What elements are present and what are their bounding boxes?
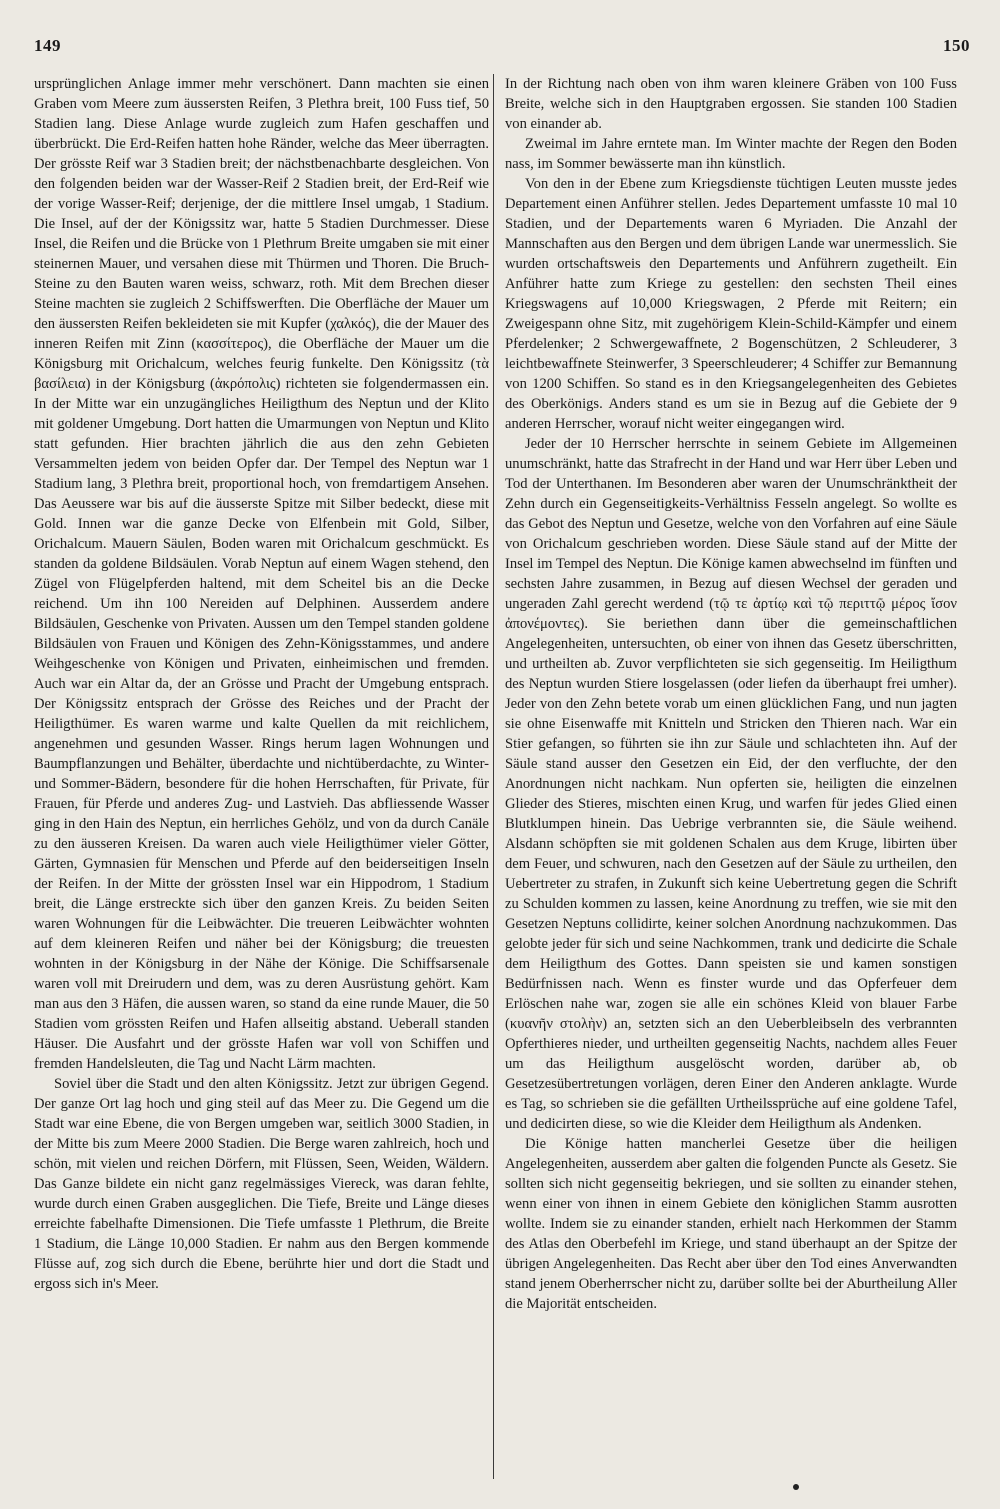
paragraph: Soviel über die Stadt und den alten Königssitz. Jetzt zur übrigen Gegend. Der ganze Ort lag hoch und ging steil auf das Meer zu. Die Gegend um die Stadt war eine Ebene, die von Bergen umgeben war, seitlich 3000 Stadien, in der Mitte bis zum Meere 2000 Stadien. Die Berge waren zahlreich, hoch und schön, mit vielen und reichen Dörfern, mit Flüssen, Seen, Weiden, Wäldern. Das Ganze bildete ein nicht ganz regelmässiges Viereck, was daran fehlte, wurde durch einen Graben ausgeglichen. Die Tiefe, Breite und Länge dieses erreichte fabelhafte Dimensionen. Die Tiefe umfasste 1 Plethrum, die Breite 1 Stadium, die Länge 10,000 Stadien. Er nahm aus den Bergen kommende Flüsse auf, zog sich durch die Ebene, berührte hier und dort die Stadt und ergoss sich in's Meer. (34, 1076, 489, 1292)
paragraph: Jeder der 10 Herrscher herrschte in seinem Gebiete im Allgemeinen unumschränkt, hatte das Strafrecht in der Hand und war Herr über Leben und Tod der Unterthanen. Im Besonderen aber waren der Unumschränktheit der Zehn durch ein Gegenseitigkeits-Verhältniss Fesseln angelegt. So wollte es das Gebot des Neptun und Gesetze, welche von den Vorfahren auf eine Säule von Orichalcum geschrieben worden. Diese Säule stand auf der Mitte der Insel im Tempel des Neptun. Die Könige kamen abwechselnd im fünften und sechsten Jahre zusammen, in Bezug auf diesen Wechsel der geraden und ungeraden Zahl gerecht werdend (τῷ τε ἀρτίῳ καὶ τῷ περιττῷ μέρος ἴσον ἀπονέμοντες). Sie beriethen dann über die gemeinschaftlichen Angelegenheiten, untersuchten, ob einer von ihnen das Gesetz überschritten, und urtheilten ab. Zuvor verpflichteten sie sich gegenseitig. Im Heiligthum des Neptun wurden Stiere losgelassen (oder liefen da überhaupt frei umher). Jeder von den Zehn betete vorab um einen glücklichen Fang, und nun jagten sie ohne Eisenwaffe mit Knitteln und Stricken den Thieren nach. War ein Stier gefangen, so führten sie ihn zur Säule und schlachteten ihn. Auf der Säule stand ausser den Gesetzen ein Eid, der den verfluchte, der den Anordnungen nicht nachkam. Nun opferten sie, heiligten die einzelnen Glieder des Stieres, mischten einen Krug, und warfen für jedes Glied einen Blutklumpen hinein. Das Uebrige verbrannten sie, die Säule weihend. Alsdann schöpften sie mit goldenen Schalen aus dem Kruge, libirten über dem Feuer, und schwuren, nach den Gesetzen auf der Säule zu urtheilen, den Uebertreter zu strafen, in Zukunft sich keine Uebertretung gegen die Schrift zu Schulden kommen zu lassen, keine Anordnung zu treffen, wie sie mit den Gesetzen Neptuns collidirte, keiner solchen Anordnung nachzukommen. Das gelobte jeder für sich und seine Nachkommen, trank und dedicirte die Schale dem Heiligthum des Gottes. Dann speisten sie und kamen sonstigen Bedürfnissen nach. Wenn es finster wurde und das Opferfeuer dem Erlöschen nahe war, zogen sie alle ein schönes Kleid von blauer Farbe (κυανῆν στολὴν) an, setzten sich an den Ueberbleibseln des verbrannten Opferthieres nieder, und urtheilten gegenseitig Nachts, nachdem alles Feuer um das Heiligthum ausgelöscht worden, darüber ab, ob Gesetzesübertretungen vorlägen, deren Einer den Anderen anklagte. Wurde es Tag, so schrieben sie die gefällten Urtheilssprüche auf eine goldene Tafel, und dedicirten diese, so wie die Kleider dem Heiligthum als Andenken. (505, 436, 957, 1132)
ink-dot (793, 1484, 799, 1490)
paragraph: ursprünglichen Anlage immer mehr verschönert. Dann machten sie einen Graben vom Meere zum äussersten Reifen, 3 Plethra breit, 100 Fuss tief, 50 Stadien lang. Diese Anlage wurde zugleich zum Hafen geschaffen und überbrückt. Die Erd-Reifen hatten hohe Ränder, welche das Meer überragten. Der grösste Reif war 3 Stadien breit; der nächstbenachbarte desgleichen. Von den folgenden beiden war der Wasser-Reif 2 Stadien breit, der Erd-Reif wie der vorige Wasser-Reif; derjenige, der die mittlere Insel umgab, 1 Stadium. Die Insel, auf der der Königssitz war, hatte 5 Stadien Durchmesser. Diese Insel, die Reifen und die Brücke von 1 Plethrum Breite umgaben sie mit einer steinernen Mauer, und versahen diese mit Thürmen und Thoren. Die Bruch-Steine zu den Bauten waren weiss, schwarz, roth. Mit dem Brechen dieser Steine machten sie zugleich 2 Schiffswerften. Die Oberfläche der Mauer um den äussersten Reifen bekleideten sie mit Kupfer (χαλκός), die der Mauer des inneren Reifen mit Zinn (κασσίτερος), die Oberfläche der Mauer um die Königsburg mit Orichalcum, welches feurig funkelte. Den Königssitz (τὰ βασίλεια) in der Königsburg (ἀκρόπολις) richteten sie folgendermassen ein. In der Mitte war ein unzugängliches Heiligthum des Neptun und der Klito mit goldener Umgebung. Dort hatten die Umarmungen von Neptun und Klito statt gefunden. Hier brachten jährlich die aus den zehn Gebieten Versammelten jedem von beiden Opfer dar. Der Tempel des Neptun war 1 Stadium lang, 3 Plethra breit, proportional hoch, von fremdartigem Ansehen. Das Aeussere war bis auf die äusserste Spitze mit Silber bedeckt, diese mit Gold. Innen war die ganze Decke von Elfenbein mit Gold, Silber, Orichalcum. Mauern Säulen, Boden waren mit Orichalcum geschmückt. Es standen da goldene Bildsäulen. Vorab Neptun auf einem Wagen stehend, den Zügel von Flügelpferden haltend, mit dem Scheitel bis an die Decke reichend. Um ihn 100 Nereiden auf Delphinen. Ausserdem andere Bildsäulen, Geschenke von Privaten. Aussen um den Tempel standen goldene Bildsäulen von Frauen und Königen des Zehn-Königsstammes, und andere Weihgeschenke von Königen und Privaten, einheimischen und fremden. Auch war ein Altar da, der an Grösse und Pracht der Umgebung entsprach. Der Königssitz entsprach der Grösse des Reiches und der Pracht der Heiligthümer. Es waren warme und kalte Quellen da mit reichlichem, angenehmen und gesunden Wasser. Rings herum lagen Wohnungen und Baumpflanzungen und Behälter, überdachte und nichtüberdachte, zu Winter- und Sommer-Bädern, besondere für die hohen Herrschaften, für Private, für Frauen, für Pferde und anderes Zug- und Lastvieh. Das abfliessende Wasser ging in den Hain des Neptun, ein herrliches Gehölz, und von da durch Canäle zu den äusseren Kreisen. Da waren auch viele Heiligthümer vieler Götter, Gärten, Gymnasien für Menschen und Pferde auf den beiderseitigen Inseln der Reifen. In der Mitte der grössten Insel war ein Hippodrom, 1 Stadium breit, die Länge erstreckte sich über den ganzen Kreis. Zu beiden Seiten waren Wohnungen für die Leibwächter. Die treueren Leibwächter wohnten auf dem kleineren Reifen und näher bei der Königsburg; die treuesten wohnten in der Königsburg in der Nähe der Könige. Die Schiffsarsenale waren voll mit Dreirudern und dem, was zu deren Ausrüstung gehört. Kam man aus den 3 Häfen, die aussen waren, so stand da eine runde Mauer, die 50 Stadien vom grössten Reifen und Hafen allseitig abstand. Ueberall standen Häuser. Die Ausfahrt und der grösste Hafen war voll von Schiffen und fremden Handelsleuten, die Tag und Nacht Lärm machten. (34, 76, 489, 1072)
paragraph: Zweimal im Jahre erntete man. Im Winter machte der Regen den Boden nass, im Sommer bewässerte man ihn künstlich. (505, 136, 957, 172)
right-text-column (505, 74, 957, 1484)
page-number-right: 150 (943, 36, 970, 55)
paragraph: Von den in der Ebene zum Kriegsdienste tüchtigen Leuten musste jedes Departement einen Anführer stellen. Jedes Departement umfasste 10 mal 10 Stadien, und der Departements waren 6 Myriaden. Die Anzahl der Mannschaften aus den Bergen und dem übrigen Lande war unermesslich. Sie wurden ortschaftsweis den Departements und Anführern zugetheilt. Ein Anführer hatte zum Kriege zu gestellen: den sechsten Theil eines Kriegswagens auf 10,000 Kriegswagen, 2 Pferde mit Reitern; ein Zweigespann ohne Sitz, mit zugehörigem Klein-Schild-Kämpfer und einem Pferdelenker; 2 Schwergewaffnete, 2 Bogenschützen, 2 Schleuderer, 3 leichtbewaffnete Steinwerfer, 3 Speerschleuderer; 4 Schiffer zur Bemannung von 1200 Schiffen. So stand es in den Kriegsangelegenheiten des Gebietes des Oberkönigs. Anders stand es um sie in Bezug auf die Gebiete der 9 anderen Herrscher, worauf nicht weiter eingegangen wird. (505, 176, 957, 432)
paragraph: Die Könige hatten mancherlei Gesetze über die heiligen Angelegenheiten, ausserdem aber galten die folgenden Puncte als Gesetz. Sie sollten sich nicht gegenseitig bekriegen, und sie sollten zu einander stehen, wenn einer von ihnen in einem Gebiete den königlichen Stamm ausrotten wollte. Indem sie zu einander standen, erhielt nach Herkommen der Stamm des Atlas den Oberbefehl im Kriege, und stand überhaupt an der Spitze der übrigen Angelegenheiten. Das Recht aber über den Tod eines Anverwandten stand jenem Oberherrscher nicht zu, darüber sollte bei der Aburtheilung Aller die Majorität entscheiden. (505, 1136, 957, 1312)
page-number-left: 149 (34, 36, 61, 55)
paragraph: In der Richtung nach oben von ihm waren kleinere Gräben von 100 Fuss Breite, welche sich in den Hauptgraben ergossen. Sie standen 100 Stadien von einander ab. (505, 76, 957, 132)
column-divider (493, 74, 494, 1479)
left-text-column (34, 74, 489, 1484)
